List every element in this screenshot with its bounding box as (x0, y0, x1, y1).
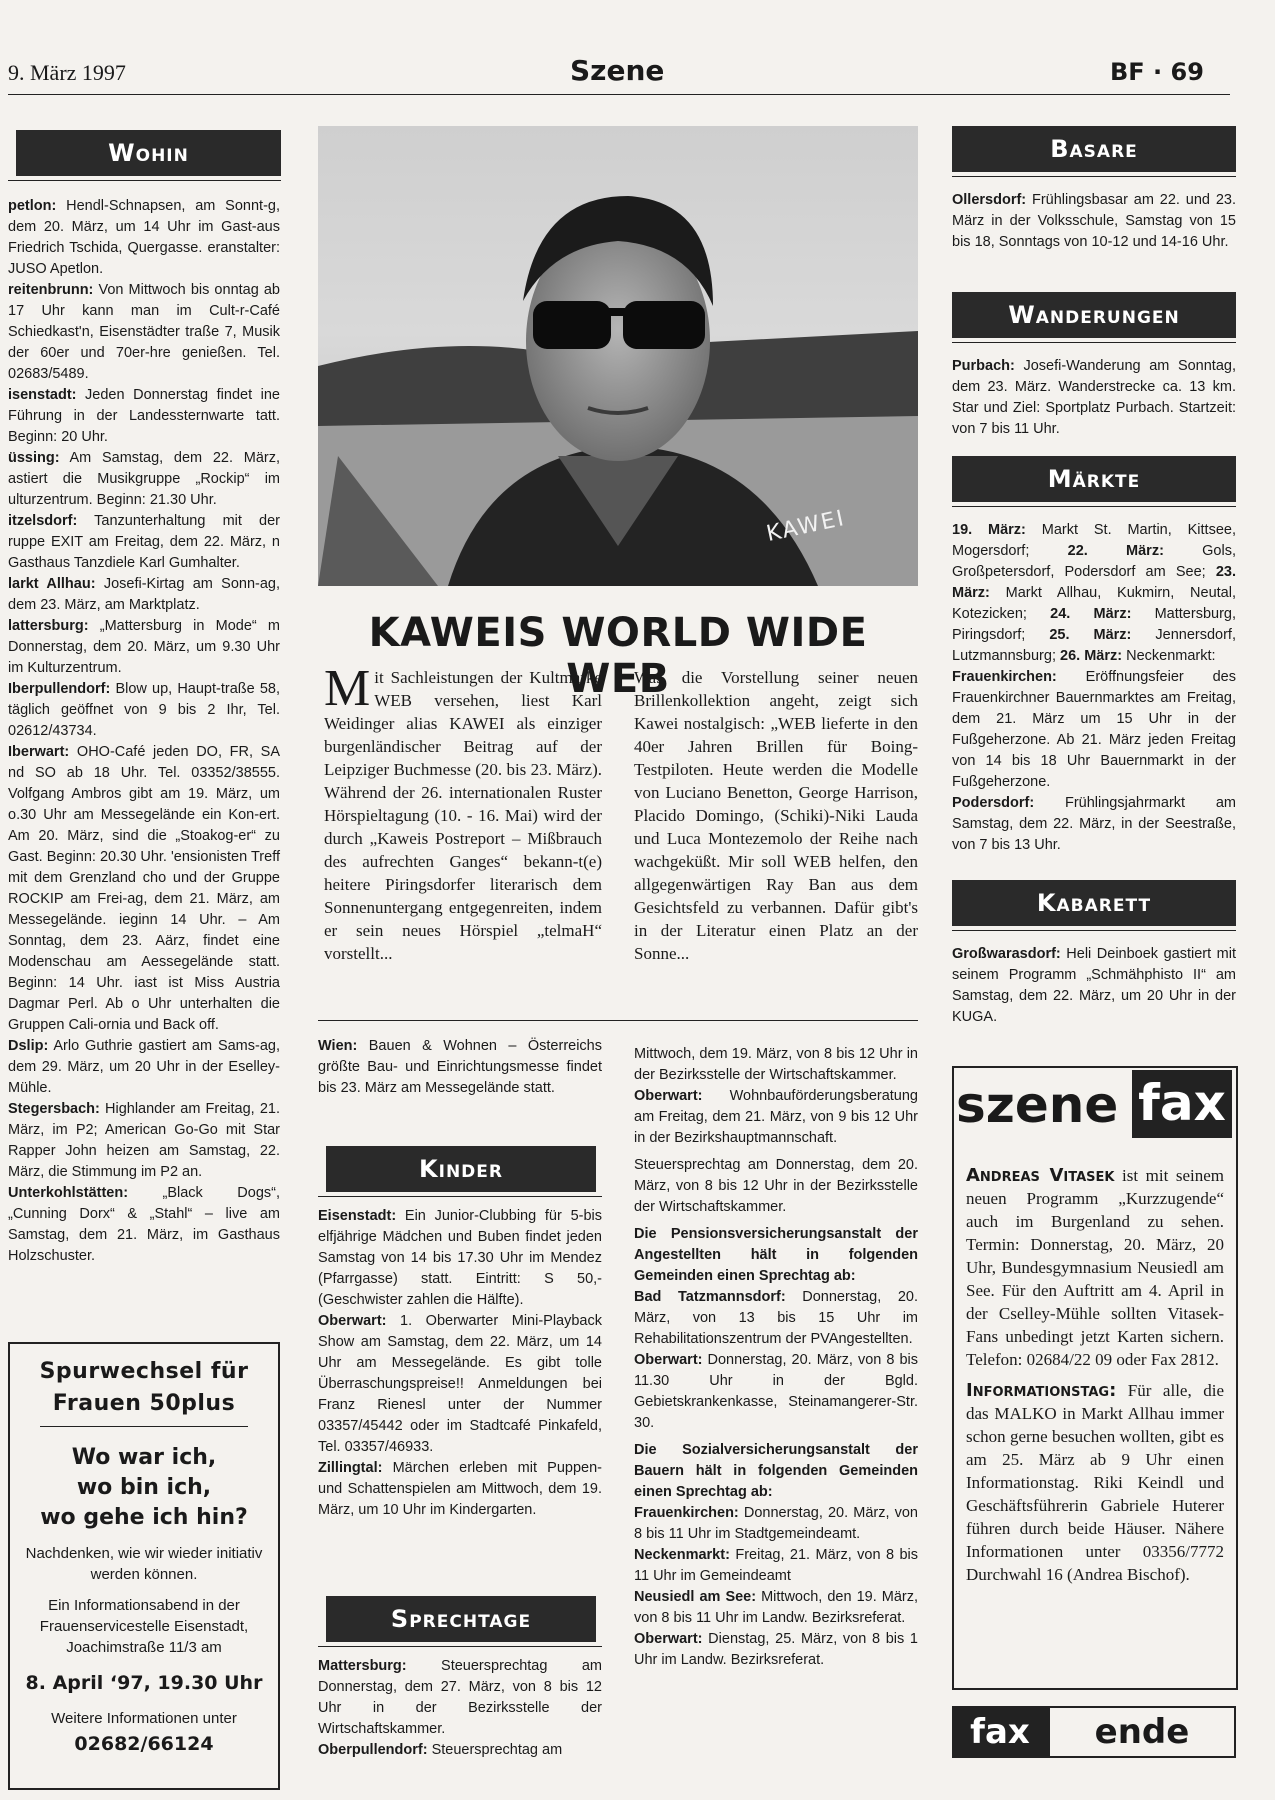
svb-item-text: Freitag, 21. März, von 8 bis 11 Uhr im Gemeindeamt (634, 1547, 918, 1584)
wohin-item-text: Jeden Donnerstag findet ine Führung in der Landessternwarte tatt. Beginn: 20 Uhr. (8, 387, 280, 445)
market-date: 22. März: (1067, 543, 1164, 559)
wohin-item (8, 1099, 280, 1183)
spur-question-1: Wo war ich, (71, 1445, 217, 1470)
article-col-2 (634, 666, 918, 965)
spur-title-2: Frauen 50plus (52, 1391, 236, 1416)
wohin-item-text: Von Mittwoch bis onntag ab 17 Uhr kann man im Cult-r-Café Schiedkast'n, Eisenstädter traße 7, Musik der 60er und 70er-hre genießen. Tel. 02683/5489. (8, 282, 280, 382)
market-places: Neckenmarkt: (1122, 648, 1216, 664)
fax-p2: Für alle, die das MALKO in Markt Allhau immer schon gerne besuchen wollten, gibt es am 25. März ab 9 Uhr einen Informationstag. Riki Keindl und Geschäftsführerin Gabriele Huterer führen durch beide Häuser. Nähere Informationen unter 03356/7772 Durchwahl 16 (Andrea Bischof). (966, 1381, 1224, 1584)
article-rule (318, 1020, 918, 1021)
svb-heading: Die Sozialversicherungsanstalt der Bauern hält in folgenden Gemeinden einen Sprechtag ab: (634, 1442, 918, 1500)
wien-entry (318, 1036, 602, 1099)
fk-place: Frauenkirchen: (952, 669, 1057, 685)
svb-item-place: Neusiedl am See: (634, 1589, 757, 1605)
pva-item-text: Donnerstag, 20. März, von 8 bis 11.30 Uhr in der Bgld. Gebietskrankenkasse, Steinamangerer-Str. 30. (634, 1352, 918, 1431)
market-date: 26. März: (1060, 648, 1123, 664)
band-wohin: Wohin (16, 130, 281, 176)
band-kinder: Kinder (326, 1146, 596, 1192)
wohin-item-place: Iberwart: (8, 744, 70, 760)
fax-name: Andreas Vitasek (966, 1165, 1115, 1186)
svb-item-text: Donnerstag, 20. März, von 8 bis 11 Uhr im Stadtgemeindeamt. (634, 1505, 918, 1542)
band-underline (318, 1646, 602, 1647)
pva-item-place: Oberwart: (634, 1352, 703, 1368)
szenefax-text (966, 1164, 1224, 1586)
spur-question-2: wo bin ich, (76, 1475, 212, 1500)
wohin-item (8, 1183, 280, 1267)
basare-place: Ollersdorf: (952, 192, 1027, 208)
svb-item-text: Dienstag, 25. März, von 8 bis 1 Uhr im Landw. Bezirksreferat. (634, 1631, 918, 1668)
sprech-item (318, 1740, 602, 1761)
band-underline (952, 342, 1236, 343)
wien-text: Bauen & Wohnen – Österreichs größte Bau- und Einrichtungsmesse findet bis 23. März am Messegelände statt. (318, 1038, 602, 1096)
sprechtage-list (318, 1656, 602, 1761)
header-rule (8, 94, 1230, 95)
svb-item-place: Neckenmarkt: (634, 1547, 730, 1563)
band-maerkte: Märkte (952, 456, 1236, 502)
wohin-item-place: petlon: (8, 198, 57, 214)
wohin-item-text: Am Samstag, dem 22. März, astiert die Musikgruppe „Rockip“ im ulturzentrum. Beginn: 21.30 Uhr. (8, 450, 280, 508)
article-headline: KAWEIS WORLD WIDE WEB (368, 610, 868, 702)
wohin-item (8, 511, 280, 574)
article-col-1 (324, 660, 602, 965)
fk-text: Eröffnungsfeier des Frauenkirchner Bauernmarktes am Freitag, dem 21. März um 15 Uhr in der Fußgeherzone. Ab 21. März jeden Freitag von 14 bis 18 Uhr Bauernmarkt in der Fußgeherzone. (952, 669, 1236, 790)
band-underline (952, 176, 1236, 177)
market-date: 24. März: (1050, 606, 1132, 622)
wohin-item-place: lattersburg: (8, 618, 89, 634)
kinder-item (318, 1458, 602, 1521)
spur-text-2: Ein Informationsabend in der Frauenservicestelle Eisenstadt, Joachimstraße 11/3 am (39, 1597, 249, 1656)
wohin-item-text: Hendl-Schnapsen, am Sonnt-g, dem 20. März, um 14 Uhr im Gast-aus Friedrich Tschida, Quergasse. eranstalter: JUSO Apetlon. (8, 198, 280, 277)
wien-place: Wien: (318, 1038, 358, 1054)
market-date: 19. März: (952, 522, 1026, 538)
market-places: Markt Allhau, Kukmirn, Neutal, Kotezicken; (952, 585, 1236, 622)
wohin-item-text: „Mattersburg in Mode“ m Donnerstag, dem 20. März, um 9.30 Uhr im Kulturzentrum. (8, 618, 280, 676)
wohin-item (8, 196, 280, 280)
wohin-item-place: isenstadt: (8, 387, 77, 403)
band-underline (952, 506, 1236, 507)
sprech-cont-1: Mittwoch, dem 19. März, von 8 bis 12 Uhr in der Bezirksstelle der Wirtschaftskammer. (634, 1046, 918, 1083)
market-places: Jennersdorf, Lutzmannsburg; (952, 627, 1236, 664)
wohin-item-place: reitenbrunn: (8, 282, 94, 298)
wohin-item (8, 742, 280, 1036)
ow-text: Wohnbauförderungsberatung am Freitag, dem 21. März, von 9 bis 12 Uhr in der Bezirkshauptmannschaft. (634, 1088, 918, 1146)
wohin-item-text: Tanzunterhaltung mit der ruppe EXIT am Freitag, dem 22. März, n Gasthaus Tanzdiele Karl Gumhalter. (8, 513, 280, 571)
drop-cap: M (324, 660, 371, 717)
kinder-item-place: Oberwart: (318, 1313, 387, 1329)
wohin-item-place: Dslip: (8, 1038, 49, 1054)
svb-item-place: Frauenkirchen: (634, 1505, 739, 1521)
pva-list (634, 1287, 918, 1434)
kinder-item-text: Ein Junior-Clubbing für 5-bis elfjährige Mädchen und Buben findet jeden Samstag von 14 bis 17.30 Uhr im Mendez (Pfarrgasse) statt. Eintritt: S 50,- (Geschwister zahlen die Hälfte). (318, 1208, 602, 1308)
market-places: Markt St. Martin, Kittsee, Mogersdorf; (952, 522, 1236, 559)
sprech-item-text: Steuersprechtag am Donnerstag, dem 27. März, von 8 bis 12 Uhr in der Bezirksstelle der Wirtschaftskammer. (318, 1658, 602, 1737)
svb-item (634, 1545, 918, 1587)
market-places: Mattersburg, Piringsdorf; (952, 606, 1236, 643)
spur-phone: 02682/66124 (74, 1733, 214, 1755)
fax-footer-fax: fax (952, 1706, 1048, 1758)
pva-item-text: Donnerstag, 20. März, von 13 bis 15 Uhr im Rehabilitationszentrum der PVAngestellten. (634, 1289, 918, 1347)
wander-place: Purbach: (952, 358, 1015, 374)
fax-p1: ist mit seinem neuen Programm „Kurzzugende“ auch im Burgenland zu sehen. Termin: Donnerstag, 20. März, 20 Uhr, Bundesgymnasium Neusiedl am See. Für den Auftritt am 4. April in der Cselley-Mühle sollten Vitasek-Fans unbedingt jetzt Karten sichern. Telefon: 02684/22 09 oder Fax 2812. (966, 1166, 1224, 1369)
kinder-item-place: Zillingtal: (318, 1460, 383, 1476)
wander-text: Josefi-Wanderung am Sonntag, dem 23. März. Wanderstrecke ca. 13 km. Star und Ziel: Sportplatz Purbach. Startzeit: von 7 bis 11 Uhr. (952, 358, 1236, 437)
kab-text: Heli Deinboek gastiert mit seinem Programm „Schmähphisto II“ am Samstag, dem 22. März, um 20 Uhr in der KUGA. (952, 946, 1236, 1025)
sprechtage-cont (634, 1044, 918, 1671)
wohin-item-place: Stegersbach: (8, 1101, 100, 1117)
wohin-item-text: Blow up, Haupt-traße 58, täglich geöffnet von 9 bis 2 Ihr, Tel. 02612/43734. (8, 681, 280, 739)
maerkte-entries (952, 520, 1236, 856)
wohin-item (8, 448, 280, 511)
fax-footer-ende: ende (1094, 1712, 1190, 1752)
szenefax-fax: fax (1132, 1070, 1232, 1138)
sprech-cont-2: Steuersprechtag am Donnerstag, dem 20. März, von 8 bis 12 Uhr in der Bezirksstelle der Wirtschaftskammer. (634, 1157, 918, 1215)
wohin-item-place: üssing: (8, 450, 60, 466)
sprech-item-text: Steuersprechtag am (427, 1742, 563, 1758)
spur-text-1: Nachdenken, wie wir wieder initiativ werden können. (25, 1545, 263, 1583)
wohin-item (8, 574, 280, 616)
wohin-item-place: larkt Allhau: (8, 576, 96, 592)
kinder-item-place: Eisenstadt: (318, 1208, 397, 1224)
photo-caption: KAWEI (764, 505, 848, 548)
spur-title-1: Spurwechsel für (39, 1359, 249, 1384)
section-title: Szene (570, 54, 665, 87)
sprech-item (318, 1656, 602, 1740)
wohin-item (8, 616, 280, 679)
wohin-list (8, 196, 280, 1267)
wanderungen-entry (952, 356, 1236, 440)
kab-place: Großwarasdorf: (952, 946, 1061, 962)
spur-divider (40, 1426, 248, 1427)
svb-list (634, 1503, 918, 1671)
band-sprechtage: Sprechtage (326, 1596, 596, 1642)
page-number: BF · 69 (1110, 58, 1204, 86)
market-date: 25. März: (1049, 627, 1132, 643)
wohin-item-text: Highlander am Freitag, 21. März, im P2; American Go-Go mit Star Rapper John heizen am Samstag, 22. März, die Stimmung im P2 an. (8, 1101, 280, 1180)
wohin-item (8, 385, 280, 448)
sprech-item-place: Oberpullendorf: (318, 1742, 428, 1758)
pd-text: Frühlingsjahrmarkt am Samstag, dem 22. März, in der Seestraße, von 7 bis 13 Uhr. (952, 795, 1236, 853)
fax-info: Informationstag: (966, 1380, 1117, 1401)
sprech-item-place: Mattersburg: (318, 1658, 407, 1674)
svb-item (634, 1503, 918, 1545)
wohin-item-text: „Black Dogs“, „Cunning Dorx“ & „Stahl“ – live am Samstag, dem 21. März, im Gasthaus Holzschuster. (8, 1185, 280, 1264)
pva-item-place: Bad Tatzmannsdorf: (634, 1289, 786, 1305)
issue-date: 9. März 1997 (8, 60, 126, 85)
spur-date: 8. April ‘97, 19.30 Uhr (25, 1672, 263, 1694)
svb-item (634, 1629, 918, 1671)
portrait-photo (318, 126, 918, 586)
wohin-item-place: itzelsdorf: (8, 513, 78, 529)
band-kabarett: Kabarett (952, 880, 1236, 926)
market-date: 23. März: (952, 564, 1236, 601)
kinder-item (318, 1311, 602, 1458)
kinder-item (318, 1206, 602, 1311)
wohin-item-place: Unterkohlstätten: (8, 1185, 129, 1201)
wohin-item-text: OHO-Café jeden DO, FR, SA nd SO ab 18 Uhr. Tel. 03352/38555. Volfgang Ambros gibt am 19. März, um o.30 Uhr am Messegelände ein Kon-ert. Am 20. März, sind die „Stoakog-er“ zu Gast. Beginn: 20.30 Uhr. 'ensionisten Treff mit dem Grenzland cho und der Gruppe ROCKIP am Frei-ag, dem 21. März, am Messegelände. ieginn 14 Uhr. – Am Sonntag, dem 23. Aärz, findet eine Modenschau am Aessegelände statt. Beginn: 14 Uhr. iast ist Miss Austria Dagmar Perl. Ab o Uhr unterhalten die Gruppen Cali-ornia und Back off. (8, 744, 280, 1033)
kinder-item-text: Märchen erleben mit Puppen- und Schattenspielen am Mittwoch, dem 19. März, um 10 Uhr im Kindergarten. (318, 1460, 602, 1518)
kinder-item-text: 1. Oberwarter Mini-Playback Show am Samstag, dem 22. März, um 14 Uhr am Messegelände. Es gibt tolle Überraschungspreise!! Anmeldungen bei Franz Rienesl unter der Nummer 03357/45442 oder im Stadtcafé Pinkafeld, Tel. 03357/46933. (318, 1313, 602, 1455)
spurwechsel-box (8, 1342, 280, 1790)
basare-entry (952, 190, 1236, 253)
ow-place: Oberwart: (634, 1088, 703, 1104)
band-basare: Basare (952, 126, 1236, 172)
wohin-item (8, 280, 280, 385)
wohin-item (8, 679, 280, 742)
pva-item (634, 1350, 918, 1434)
maerkte-dates (952, 520, 1236, 667)
basare-text: Frühlingsbasar am 22. und 23. März in der Volksschule, Samstag von 15 bis 18, Sonntags von 10-12 und 14-16 Uhr. (952, 192, 1236, 250)
spur-text-3: Weitere Informationen unter (51, 1710, 237, 1727)
band-underline (8, 180, 281, 181)
article-text-2: Was die Vorstellung seiner neuen Brillenkollektion angeht, zeigt sich Kawei nostalgisch: „WEB lieferte in den 40er Jahren Brillen für Boing-Testpiloten. Heute werden die Modelle von Luciano Benetton, George Harrison, Placido Domingo, (Schiki)-Niki Lauda und Luca Montezemolo der Reihe nach wachgeküßt. Mir soll WEB helfen, den allgegenwärtigen Ray Ban aus dem Gesichtsfeld zu verbannen. Dafür gibt's in der Literatur einen Platz an der Sonne... (634, 668, 918, 963)
pva-item (634, 1287, 918, 1350)
svb-item-text: Mittwoch, den 19. März, von 8 bis 11 Uhr im Landw. Bezirksreferat. (634, 1589, 919, 1626)
wohin-item-place: Iberpullendorf: (8, 681, 111, 697)
article-text-1: it Sachleistungen der Kultmarke WEB versehen, liest Karl Weidinger alias KAWEI als einziger burgenländischer Beitrag auf der Leipziger Buchmesse (20. bis 23. März). Während der 26. internationalen Ruster Hörspieltagung (10. - 16. Mai) wird der durch „Kaweis Postreport – Mißbrauch des aufrechten Ganges“ bekann-t(e) heitere Piringsdorfer literarisch dem Sonnenuntergang entgegenreiten, indem er sein neues Hörspiel „telmaH“ vorstellt... (324, 668, 602, 963)
band-wanderungen: Wanderungen (952, 292, 1236, 338)
band-underline (952, 930, 1236, 931)
kinder-list (318, 1206, 602, 1521)
wohin-item (8, 1036, 280, 1099)
svb-item-place: Oberwart: (634, 1631, 703, 1647)
band-underline (318, 1196, 602, 1197)
pva-heading: Die Pensionsversicherungsanstalt der Angestellten hält in folgenden Gemeinden einen Sprechtag ab: (634, 1226, 918, 1284)
kabarett-entry (952, 944, 1236, 1028)
svb-item (634, 1587, 918, 1629)
szenefax-szene: szene (956, 1076, 1119, 1134)
spur-question-3: wo gehe ich hin? (40, 1505, 248, 1530)
wohin-item-text: Arlo Guthrie gastiert am Sams-ag, dem 29. März, um 20 Uhr in der Eselley-Mühle. (8, 1038, 280, 1096)
market-places: Gols, Großpetersdorf, Podersdorf am See; (952, 543, 1236, 580)
wohin-item-text: Josefi-Kirtag am Sonn-ag, dem 23. März, am Marktplatz. (8, 576, 280, 613)
pd-place: Podersdorf: (952, 795, 1035, 811)
